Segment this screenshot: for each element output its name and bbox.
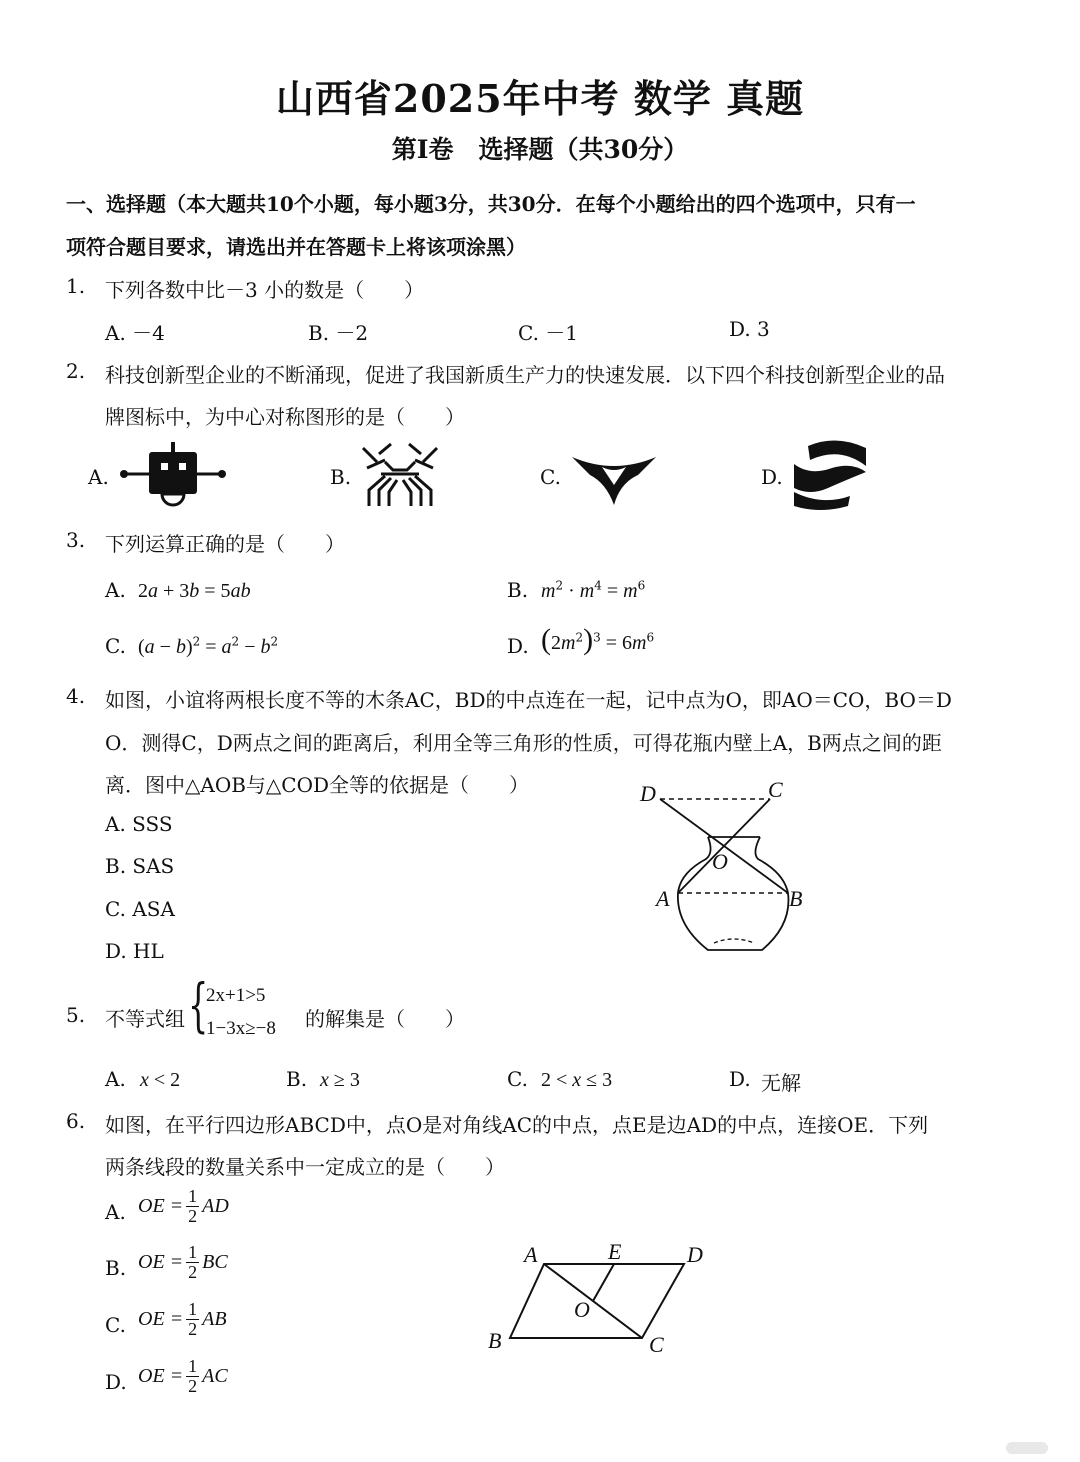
q5-stem-suffix: 的解集是（ ） — [305, 1007, 465, 1031]
q4-option-c: C. ASA — [105, 897, 175, 921]
parallelogram-figure — [482, 1235, 718, 1360]
q6-number: 6. — [66, 1109, 86, 1133]
q2-stem-line1: 科技创新型企业的不断涌现，促进了我国新质生产力的快速发展．以下四个科技创新型企业的品 — [105, 363, 945, 387]
q3-number: 3. — [66, 528, 86, 552]
watermark-mark — [1006, 1442, 1048, 1454]
vase-base-dash — [714, 939, 754, 943]
swirl-logo-icon — [790, 436, 870, 510]
section-instructions-line2: 项符合题目要求，请选出并在答题卡上将该项涂黑） — [66, 235, 526, 259]
q5-label-d: D. — [729, 1067, 751, 1091]
q2-stem-line2: 牌图标中，为中心对称图形的是（ ） — [105, 405, 465, 429]
q5-option-d-text: 无解 — [761, 1071, 801, 1095]
q4-stem-line2: O．测得C，D两点之间的距离后，利用全等三角形的性质，可得花瓶内壁上A，B两点之间的距 — [105, 731, 942, 755]
q2-label-b: B. — [330, 465, 352, 489]
q5-label-a: A. — [105, 1067, 126, 1091]
q4-number: 4. — [66, 684, 86, 708]
q6-label-c: C. — [105, 1313, 126, 1337]
page-title: 山西省2025年中考 数学 真题 — [275, 76, 805, 121]
robot-logo-icon — [118, 440, 228, 512]
q1-option-b: B. －2 — [308, 321, 369, 345]
q3-stem: 下列运算正确的是（ ） — [105, 532, 345, 556]
q6-label-b: B. — [105, 1256, 127, 1280]
q1-stem: 下列各数中比－3 小的数是（ ） — [105, 278, 425, 302]
q2-label-a: A. — [88, 465, 109, 489]
label-c: C — [768, 777, 783, 802]
q2-number: 2. — [66, 359, 86, 383]
q1-option-c: C. －1 — [518, 321, 579, 345]
q6-option-a-expr: OE = $\frac{1}{2}$ AD — [138, 1186, 229, 1226]
q5-stem-prefix: 不等式组 — [105, 1007, 185, 1031]
q6-stem-line1: 如图，在平行四边形ABCD中，点O是对角线AC的中点，点E是边AD的中点，连接OE．下列 — [105, 1113, 929, 1137]
label-d: D — [640, 781, 656, 806]
q3-option-c-expr: $(a - b)^2 = a^2 - b^2$ — [138, 634, 279, 658]
q4-option-d: D. HL — [105, 939, 164, 963]
q2-label-c: C. — [540, 465, 561, 489]
vase-figure — [630, 775, 820, 960]
page-subtitle: 第Ⅰ卷 选择题（共30分） — [391, 135, 689, 164]
q4-stem-line1: 如图，小谊将两根长度不等的木条AC，BD的中点连在一起，记中点为O，即AO＝CO，BO＝D — [105, 688, 952, 712]
q3-label-d: D. — [507, 634, 529, 658]
q3-option-a-expr: 2a + 3b = 5ab — [138, 580, 251, 602]
q3-option-d-expr: $(2m^2)^3 = 6m^6$ — [541, 623, 655, 656]
q3-label-b: B. — [507, 578, 529, 602]
label-b: B — [488, 1328, 502, 1353]
q5-option-c-expr: 2 < x ≤ 3 — [541, 1069, 613, 1091]
q6-option-d-expr: OE = $\frac{1}{2}$ AC — [138, 1356, 228, 1396]
q6-option-c-expr: OE = $\frac{1}{2}$ AB — [138, 1299, 227, 1339]
q4-option-a: A. SSS — [105, 812, 173, 836]
q6-stem-line2: 两条线段的数量关系中一定成立的是（ ） — [105, 1155, 505, 1179]
q5-label-c: C. — [507, 1067, 528, 1091]
q2-label-d: D. — [761, 465, 783, 489]
q6-option-b-expr: OE = $\frac{1}{2}$ BC — [138, 1242, 228, 1282]
q5-option-a-expr: x < 2 — [140, 1069, 181, 1091]
q4-option-b: B. SAS — [105, 854, 175, 878]
label-a: A — [524, 1242, 538, 1267]
label-d: D — [687, 1242, 703, 1267]
section-instructions-line1: 一、选择题（本大题共10个小题，每小题3分，共30分．在每个小题给出的四个选项中，只有一 — [66, 192, 916, 216]
label-c: C — [649, 1332, 664, 1357]
q3-option-b-expr: $m^2 \cdot m^4 = m^6$ — [541, 578, 646, 602]
segment-oe — [593, 1264, 614, 1301]
triangle-logo-icon — [568, 445, 660, 507]
inequality-2: 1−3x≥−8 — [206, 1018, 276, 1039]
q6-label-a: A. — [105, 1200, 126, 1224]
q1-number: 1. — [66, 274, 86, 298]
q1-option-a: A. －4 — [105, 321, 165, 345]
q6-label-d: D. — [105, 1370, 127, 1394]
q1-option-d: D. 3 — [729, 317, 770, 341]
parallelogram-abcd — [510, 1264, 684, 1338]
q5-number: 5. — [66, 1003, 86, 1027]
inequality-1: 2x+1>5 — [206, 985, 266, 1006]
q3-label-c: C. — [105, 634, 126, 658]
q5-label-b: B. — [286, 1067, 308, 1091]
label-e: E — [608, 1239, 622, 1264]
q5-option-b-expr: x ≥ 3 — [320, 1069, 360, 1091]
label-b: B — [789, 886, 803, 911]
q3-label-a: A. — [105, 578, 126, 602]
q4-stem-line3: 离．图中△AOB与△COD全等的依据是（ ） — [105, 773, 530, 797]
label-o: O — [712, 849, 728, 874]
system-brace: { — [188, 971, 209, 1039]
crab-logo-icon — [355, 440, 445, 510]
label-o: O — [574, 1297, 590, 1322]
label-a: A — [656, 886, 670, 911]
